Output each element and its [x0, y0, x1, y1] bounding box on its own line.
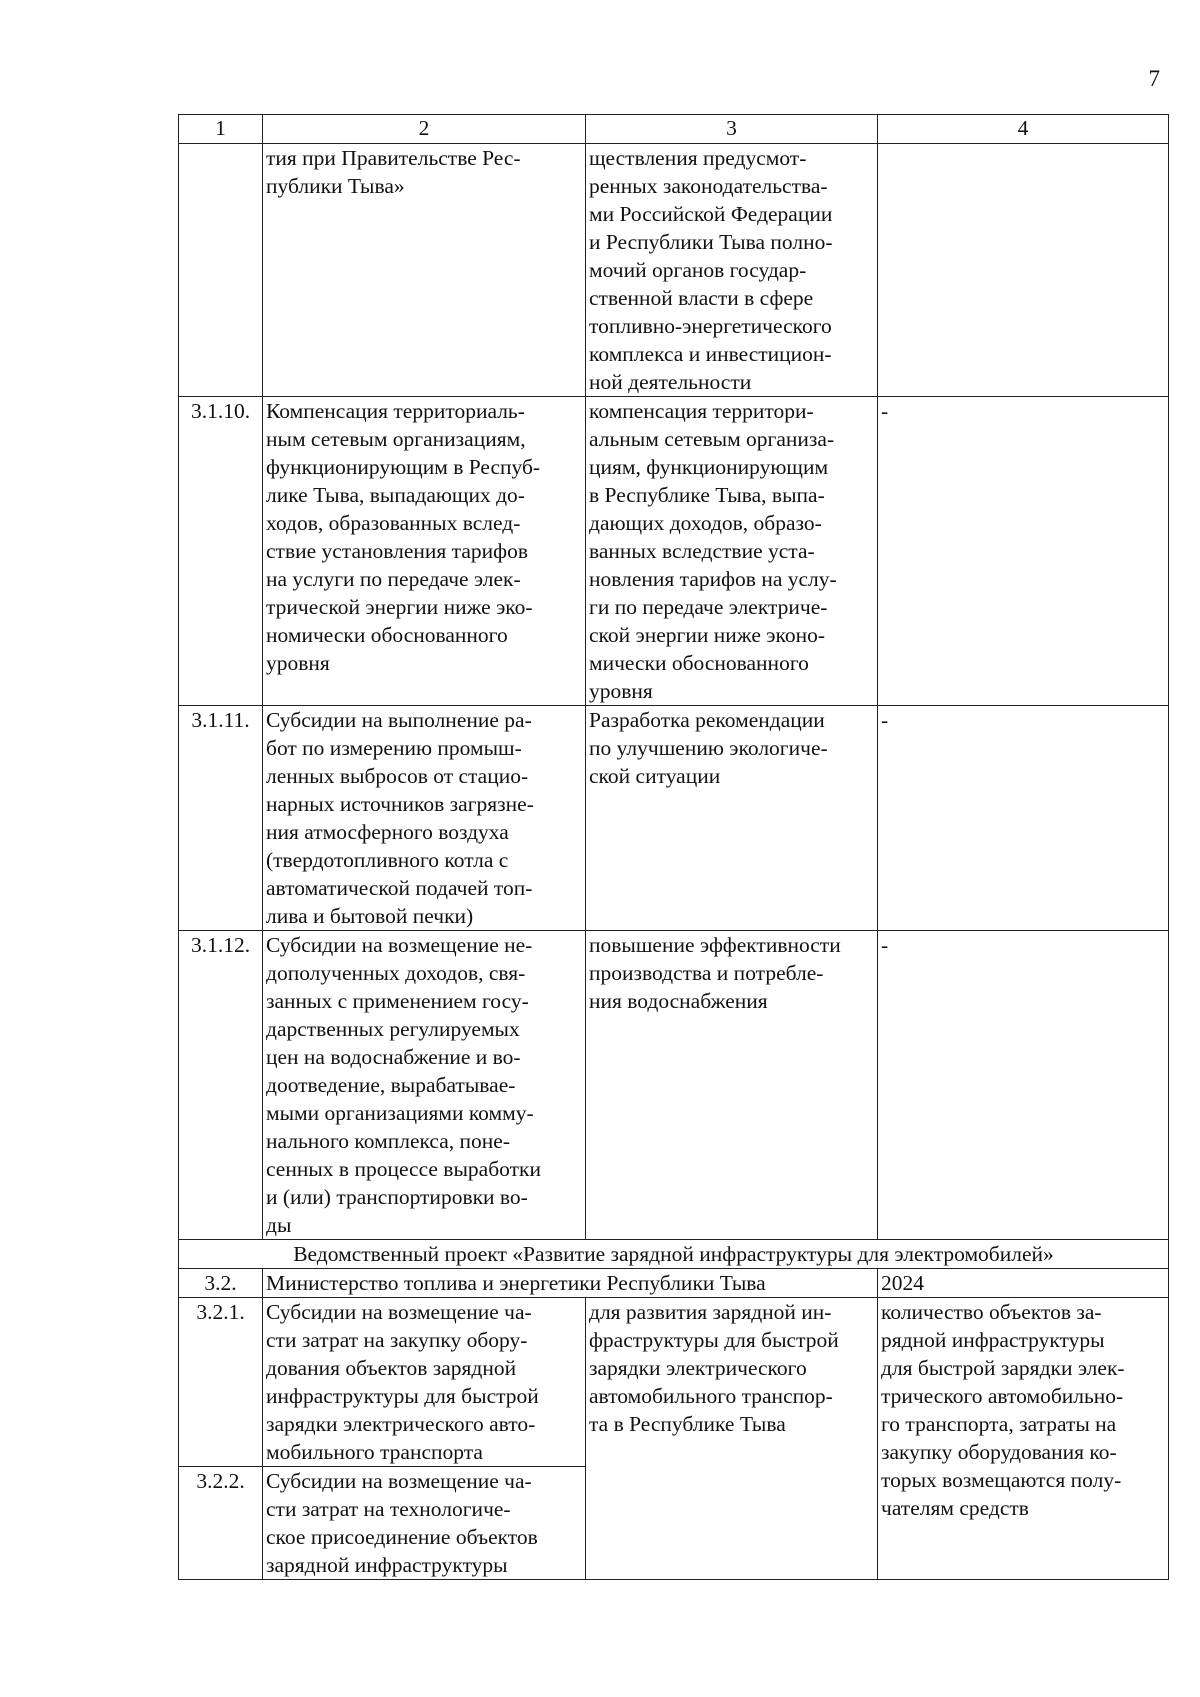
event-description: Разработка рекомендации по улучшению экологиче- ской ситуации — [586, 706, 878, 931]
event-name: тия при Правительстве Рес- публики Тыва» — [263, 144, 586, 397]
project-title: Ведомственный проект «Развитие зарядной инфраструктуры для электромобилей» — [179, 1240, 1169, 1269]
table-row — [179, 397, 1169, 706]
row-number: 3.2.2. — [179, 1467, 263, 1580]
event-description: компенсация территори- альным сетевым организа- циям, функционирующим в Республике Тыва, выпа- дающих доходов, образо- ванных вследствие уста- новления тарифов на услу- ги по передаче электриче- ской энергии ниже эконо- мически обоснованного уровня — [586, 397, 878, 706]
row-number: 3.1.10. — [179, 397, 263, 706]
event-description: повышение эффективности производства и потребле- ния водоснабжения — [586, 931, 878, 1240]
header-cell-4: 4 — [878, 115, 1169, 144]
row-number: 3.1.12. — [179, 931, 263, 1240]
event-description: для развития зарядной ин- фраструктуры для быстрой зарядки электрического автомобильного транспор- та в Республике Тыва — [586, 1298, 878, 1580]
event-name: Субсидии на возмещение ча- сти затрат на закупку обору- дования объектов зарядной инфраструктуры для быстрой зарядки электрического авто- мобильного транспорта — [263, 1298, 586, 1467]
document-table — [178, 114, 1169, 1580]
header-cell-3: 3 — [586, 115, 878, 144]
event-indicator: - — [878, 931, 1169, 1240]
row-number: 3.2.1. — [179, 1298, 263, 1467]
event-description: ществления предусмот- ренных законодательства- ми Российской Федерации и Республики Тыва полно- мочий органов государ- ственной власти в сфере топливно-энергетического комплекса и инвестицион- ной деятельности — [586, 144, 878, 397]
row-number: 3.2. — [179, 1269, 263, 1298]
event-name: Субсидии на возмещение ча- сти затрат на технологиче- ское присоединение объектов зарядной инфраструктуры — [263, 1467, 586, 1580]
table-row — [179, 706, 1169, 931]
project-title-row — [179, 1240, 1169, 1269]
table-row — [179, 144, 1169, 397]
event-indicator: - — [878, 397, 1169, 706]
row-number — [179, 144, 263, 397]
table-header-row — [179, 115, 1169, 144]
event-indicator: - — [878, 706, 1169, 931]
ministry-name: Министерство топлива и энергетики Республики Тыва — [263, 1269, 878, 1298]
page-number: 7 — [1148, 66, 1160, 91]
ministry-row — [179, 1269, 1169, 1298]
header-cell-2: 2 — [263, 115, 586, 144]
event-name: Компенсация территориаль- ным сетевым организациям, функционирующим в Респуб- лике Тыва, выпадающих до- ходов, образованных вслед- ствие установления тарифов на услуги по передаче элек- трической энергии ниже эко- номически обоснованного уровня — [263, 397, 586, 706]
table-row — [179, 931, 1169, 1240]
row-number: 3.1.11. — [179, 706, 263, 931]
event-indicator: количество объектов за- рядной инфраструктуры для быстрой зарядки элек- трического автомобильно- го транспорта, затраты на закупку оборудования ко- торых возмещаются полу- чателям средств — [878, 1298, 1169, 1580]
event-indicator — [878, 144, 1169, 397]
header-cell-1: 1 — [179, 115, 263, 144]
table-row — [179, 1298, 1169, 1467]
event-name: Субсидии на возмещение не- дополученных доходов, свя- занных с применением госу- дарственных регулируемых цен на водоснабжение и во- доотведение, вырабатывае- мыми организациями комму- нального комплекса, поне- сенных в процессе выработки и (или) транспортировки во- ды — [263, 931, 586, 1240]
event-name: Субсидии на выполнение ра- бот по измерению промыш- ленных выбросов от стацио- нарных источников загрязне- ния атмосферного воздуха (твердотопливного котла с автоматической подачей топ- лива и бытовой печки) — [263, 706, 586, 931]
ministry-year: 2024 — [878, 1269, 1169, 1298]
